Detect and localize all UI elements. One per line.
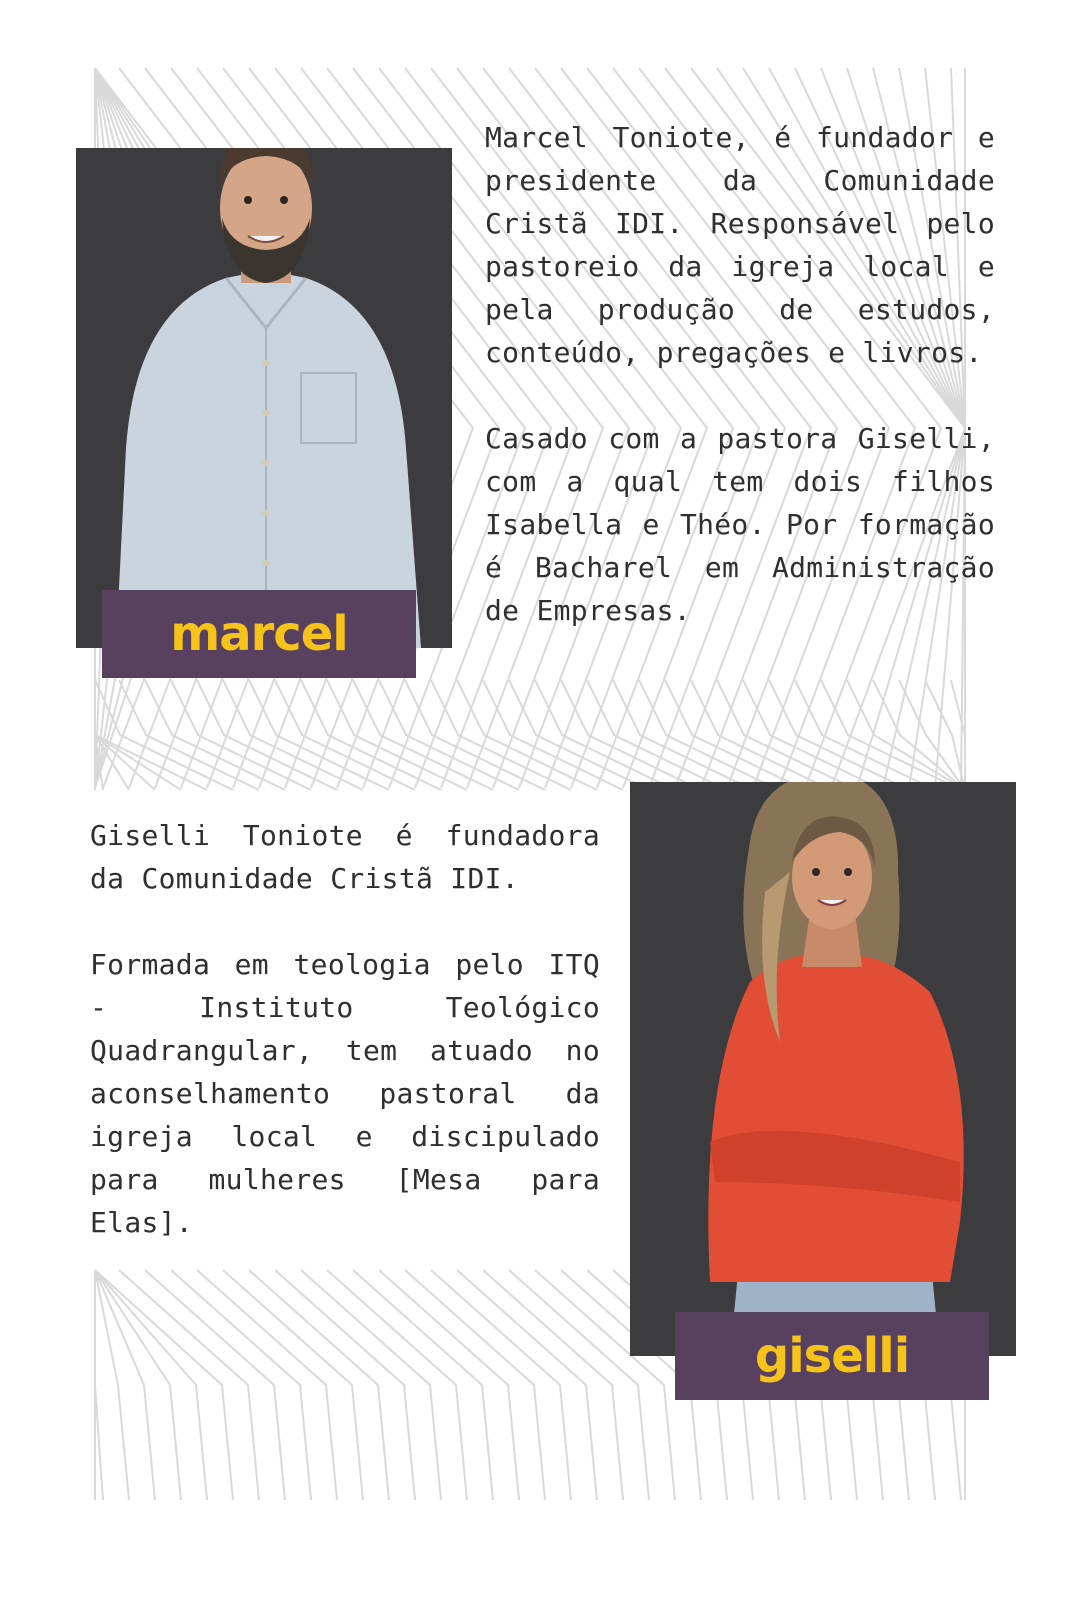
giselli-bio-paragraph-1: Giselli Toniote é fundadora da Comunidade Cristã IDI.: [90, 819, 600, 895]
marcel-photo: [76, 148, 452, 648]
pattern-line: [405, 1270, 545, 1500]
pattern-line: [95, 1270, 181, 1500]
pattern-line: [301, 1270, 441, 1500]
pattern-line: [353, 1270, 493, 1500]
giselli-bio-paragraph-2: Formada em teologia pelo ITQ - Instituto Teológico Quadrangular, tem atuado no aconselhamento pastoral da igreja local e discipulado para mulheres [Mesa para Elas].: [90, 948, 600, 1239]
marcel-bio: [485, 116, 995, 632]
pattern-line: [275, 1270, 415, 1500]
pattern-line: [95, 1270, 233, 1500]
giselli-portrait: [630, 782, 1016, 1356]
giselli-name-tag: giselli: [675, 1312, 989, 1400]
pattern-line: [483, 1270, 623, 1500]
pattern-line: [171, 1270, 311, 1500]
pattern-line: [457, 1270, 597, 1500]
marcel-portrait: [76, 148, 452, 648]
pattern-line: [197, 1270, 337, 1500]
pattern-line: [249, 1270, 389, 1500]
marcel-bio-paragraph-1: Marcel Toniote, é fundador e presidente da Comunidade Cristã IDI. Responsável pelo pastoreio da igreja local e pela produção de estudos, conteúdo, pregações e livros.: [485, 121, 995, 369]
marcel-bio-paragraph-2: Casado com a pastora Giselli, com a qual tem dois filhos Isabella e Théo. Por formação é Bacharel em Administração de Empresas.: [485, 422, 995, 627]
pattern-line: [327, 1270, 467, 1500]
pattern-line: [431, 1270, 571, 1500]
giselli-bio: [90, 814, 600, 1244]
marcel-name-tag: marcel: [102, 590, 416, 678]
pattern-line: [509, 1270, 649, 1500]
pattern-line: [223, 1270, 363, 1500]
pattern-line: [145, 1270, 285, 1500]
pattern-line: [119, 1270, 259, 1500]
giselli-photo: [630, 782, 1016, 1356]
pattern-line: [379, 1270, 519, 1500]
